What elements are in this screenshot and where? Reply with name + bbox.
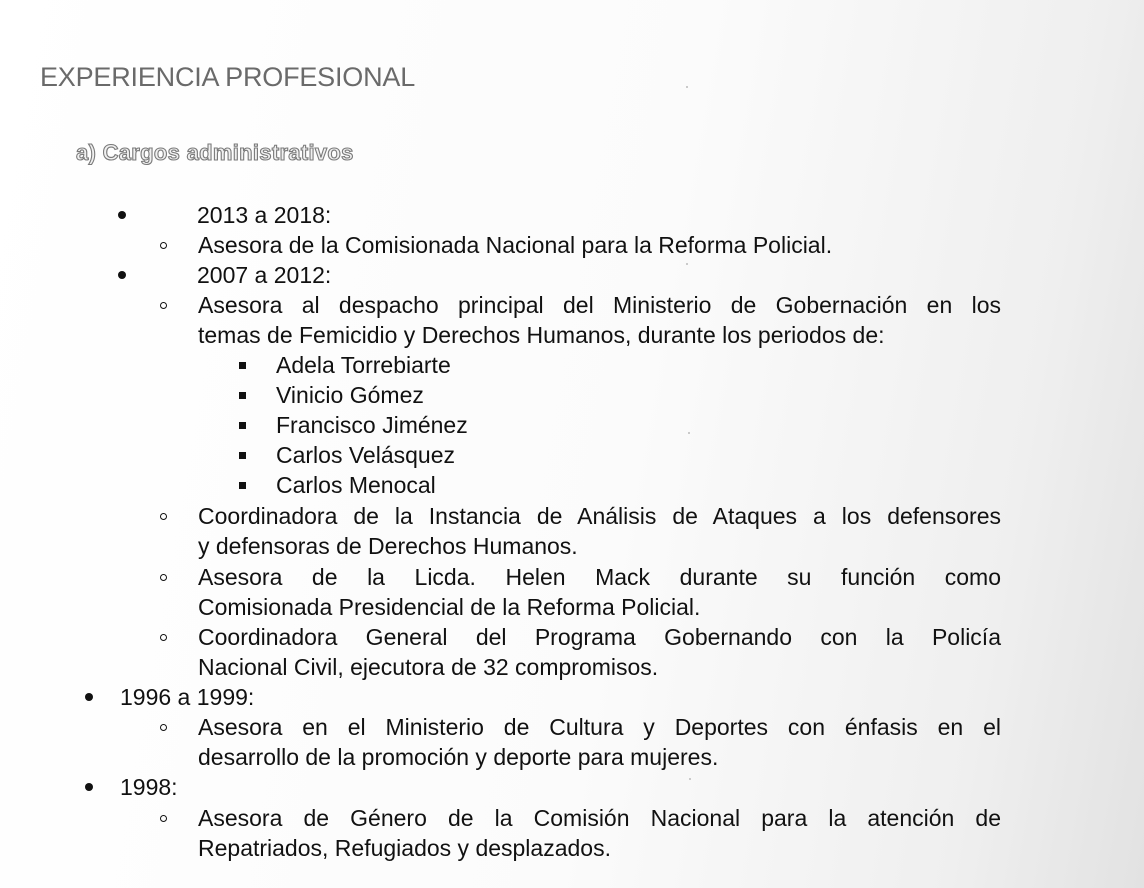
square-bullet bbox=[239, 422, 246, 429]
subsection-heading: a) Cargos administrativos bbox=[76, 140, 354, 165]
item-line: Asesora de la Comisionada Nacional para la Reforma Policial. bbox=[198, 232, 833, 258]
period-label: 1996 a 1999: bbox=[120, 684, 255, 710]
item-line: temas de Femicidio y Derechos Humanos, durante los periodos de: bbox=[198, 322, 885, 348]
square-bullet bbox=[239, 362, 246, 369]
item-line: Repatriados, Refugiados y desplazados. bbox=[198, 835, 611, 861]
item-line: Coordinadora General del Programa Gobernando con la Policía bbox=[198, 624, 1001, 650]
circle-bullet bbox=[160, 513, 167, 520]
circle-bullet bbox=[160, 724, 167, 731]
square-bullet bbox=[239, 482, 246, 489]
scan-speck bbox=[686, 86, 688, 88]
item-line: Coordinadora de la Instancia de Análisis de Ataques a los defensores bbox=[198, 503, 1001, 529]
sub-item-text: Francisco Jiménez bbox=[276, 412, 468, 438]
square-bullet bbox=[239, 392, 246, 399]
item-line: desarrollo de la promoción y deporte para mujeres. bbox=[198, 744, 719, 770]
disc-bullet bbox=[85, 693, 93, 701]
sub-item-text: Adela Torrebiarte bbox=[276, 352, 451, 378]
period-label: 2007 a 2012: bbox=[197, 262, 332, 288]
scan-speck bbox=[686, 263, 688, 265]
item-line: y defensoras de Derechos Humanos. bbox=[198, 533, 578, 559]
circle-bullet bbox=[160, 302, 167, 309]
circle-bullet bbox=[160, 634, 167, 641]
square-bullet bbox=[239, 452, 246, 459]
item-line: Asesora en el Ministerio de Cultura y Deportes con énfasis en el bbox=[198, 714, 1001, 740]
sub-item-text: Carlos Velásquez bbox=[276, 442, 455, 468]
disc-bullet bbox=[85, 783, 93, 791]
item-line: Comisionada Presidencial de la Reforma Policial. bbox=[198, 594, 701, 620]
scan-speck bbox=[688, 432, 690, 434]
disc-bullet bbox=[118, 271, 126, 279]
period-label: 1998: bbox=[120, 774, 178, 800]
circle-bullet bbox=[160, 574, 167, 581]
scan-speck bbox=[689, 778, 691, 780]
period-label: 2013 a 2018: bbox=[197, 202, 332, 228]
item-line: Asesora de Género de la Comisión Nacional para la atención de bbox=[198, 805, 1001, 831]
sub-item-text: Carlos Menocal bbox=[276, 472, 436, 498]
item-line: Asesora de la Licda. Helen Mack durante su función como bbox=[198, 564, 1001, 590]
sub-item-text: Vinicio Gómez bbox=[276, 382, 424, 408]
circle-bullet bbox=[160, 242, 167, 249]
section-heading: EXPERIENCIA PROFESIONAL bbox=[40, 62, 416, 92]
item-line: Nacional Civil, ejecutora de 32 compromisos. bbox=[198, 654, 659, 680]
item-line: Asesora al despacho principal del Ministerio de Gobernación en los bbox=[198, 292, 1001, 318]
circle-bullet bbox=[160, 815, 167, 822]
disc-bullet bbox=[118, 211, 126, 219]
